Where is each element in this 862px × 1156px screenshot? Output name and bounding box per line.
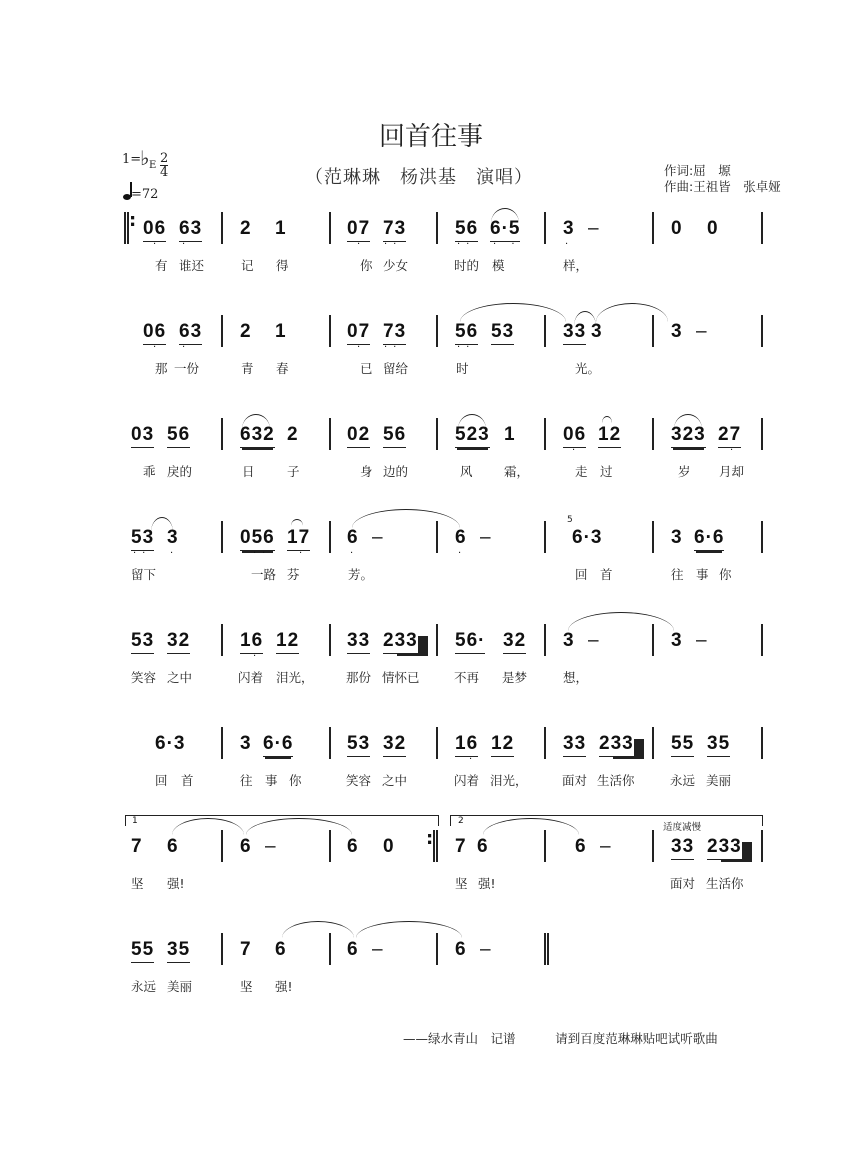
note: 6 xyxy=(347,527,359,548)
barline xyxy=(761,727,763,759)
octave-dots: ·· xyxy=(457,342,476,353)
lyric: 强! xyxy=(167,876,185,891)
octave-dots: · xyxy=(153,239,163,250)
octave-dots: · xyxy=(153,342,163,353)
note: – xyxy=(372,527,384,548)
lyric: 你 xyxy=(719,567,732,582)
lyric: 模 xyxy=(492,258,505,273)
octave-dots: · xyxy=(469,754,479,765)
lyric: 记 xyxy=(241,258,254,273)
slur xyxy=(291,519,303,526)
barline xyxy=(652,315,654,347)
note: 63 xyxy=(179,218,202,242)
barline xyxy=(329,624,331,656)
lyric: 你 xyxy=(360,258,373,273)
barline xyxy=(436,315,438,347)
barline xyxy=(221,624,223,656)
key-label: 1= xyxy=(122,152,142,167)
note: 3 xyxy=(671,321,683,342)
barline xyxy=(329,212,331,244)
note: 3 xyxy=(167,527,179,548)
volta-number-2: 2 xyxy=(458,816,464,826)
tempo-value: =72 xyxy=(131,187,159,202)
lyric: 之中 xyxy=(167,670,193,685)
footer xyxy=(395,1014,718,1047)
note: 6 xyxy=(477,836,489,857)
note: – xyxy=(588,630,600,651)
note: 53 xyxy=(131,527,154,551)
lyric: 边的 xyxy=(383,464,409,479)
barline xyxy=(221,933,223,965)
note: 233 xyxy=(383,630,418,654)
barline xyxy=(652,624,654,656)
note: 6 xyxy=(275,939,287,960)
composer: 作曲:王祖皆 张卓娅 xyxy=(664,179,781,194)
note: 02 xyxy=(347,424,370,448)
note: 56 xyxy=(167,424,190,448)
note: 0 xyxy=(671,218,683,239)
lyric: 回 xyxy=(155,773,168,788)
note: 33 xyxy=(563,733,586,757)
lyric: 生活你 xyxy=(706,876,744,891)
barline xyxy=(329,521,331,553)
note: 73 xyxy=(383,321,406,345)
barline xyxy=(436,418,438,450)
lyric: 岁 xyxy=(678,464,691,479)
barline xyxy=(761,521,763,553)
lyric: 样， xyxy=(563,258,589,273)
repeat-dots: : xyxy=(426,828,434,849)
lyric: 光。 xyxy=(575,361,601,376)
note: 07 xyxy=(347,321,370,345)
slur xyxy=(596,303,668,322)
barline xyxy=(652,727,654,759)
slur xyxy=(282,921,354,938)
barline xyxy=(221,727,223,759)
note: 056 xyxy=(240,527,275,551)
lyric: 事 xyxy=(696,567,709,582)
lyric: 永远 xyxy=(670,773,696,788)
note: 6 xyxy=(575,836,587,857)
note: 1 xyxy=(275,321,287,342)
note: 233 xyxy=(707,836,742,860)
time-bottom: 4 xyxy=(160,165,169,180)
note: 33 xyxy=(671,836,694,860)
octave-dots: · xyxy=(299,548,309,559)
lyric: 子 xyxy=(287,464,300,479)
barline xyxy=(329,727,331,759)
lyric: 那 xyxy=(155,361,168,376)
key-signature xyxy=(122,146,169,180)
note: – xyxy=(265,836,277,857)
note: 32 xyxy=(167,630,190,654)
slur xyxy=(352,509,460,528)
note: 632 xyxy=(240,424,275,448)
lyric: 乖 xyxy=(143,464,156,479)
lyric: 想， xyxy=(563,670,589,685)
octave-dots: ·· xyxy=(457,239,476,250)
barline xyxy=(652,521,654,553)
octave-dots: · xyxy=(170,548,180,559)
barline xyxy=(544,315,546,347)
lyric: 往 xyxy=(671,567,684,582)
octave-dots: · xyxy=(357,342,367,353)
barline xyxy=(436,212,438,244)
note: 7 xyxy=(131,836,143,857)
barline xyxy=(436,933,438,965)
slur xyxy=(356,921,462,938)
barline xyxy=(761,315,763,347)
note: 56· xyxy=(455,630,485,654)
note: 6 xyxy=(455,939,467,960)
note: 07 xyxy=(347,218,370,242)
note: 06 xyxy=(143,218,166,242)
note: 56 xyxy=(455,321,478,345)
note: – xyxy=(696,321,708,342)
lyric: 情怀已 xyxy=(382,670,420,685)
note: 27 xyxy=(718,424,741,448)
note: 53 xyxy=(347,733,370,757)
lyric: 时的 xyxy=(454,258,480,273)
barline xyxy=(761,830,763,862)
note: – xyxy=(600,836,612,857)
lyric: 坚 xyxy=(240,979,253,994)
note: 32 xyxy=(383,733,406,757)
barline xyxy=(652,212,654,244)
note: 56 xyxy=(455,218,478,242)
octave-dots: ·· xyxy=(133,548,152,559)
note: – xyxy=(588,218,600,239)
lyric: 戾的 xyxy=(167,464,193,479)
lyric: 强! xyxy=(275,979,293,994)
lyric: 之中 xyxy=(382,773,408,788)
note: 3 xyxy=(671,527,683,548)
note: 6·3 xyxy=(572,527,603,548)
lyric: 坚 xyxy=(131,876,144,891)
note: 32 xyxy=(503,630,526,654)
note: 12 xyxy=(598,424,621,448)
octave-dots: · xyxy=(572,445,582,456)
barline xyxy=(329,315,331,347)
barline xyxy=(544,418,546,450)
slur xyxy=(460,303,566,322)
grace-note: 5 xyxy=(567,515,573,525)
octave-dots: · xyxy=(565,239,575,250)
lyric: 得 xyxy=(276,258,289,273)
barline xyxy=(544,624,546,656)
lyric: 笑容 xyxy=(131,670,157,685)
repeat-start-barline xyxy=(124,212,126,244)
barline xyxy=(652,418,654,450)
lyric: 一路 xyxy=(251,567,277,582)
credits xyxy=(664,163,781,195)
note: – xyxy=(480,527,492,548)
lyric: 风 xyxy=(460,464,473,479)
barline xyxy=(761,212,763,244)
lyric: 首 xyxy=(600,567,613,582)
barline xyxy=(544,521,546,553)
barline xyxy=(221,315,223,347)
barline xyxy=(221,418,223,450)
note: 53 xyxy=(131,630,154,654)
octave-dots: · xyxy=(730,445,740,456)
lyric: 闪着 xyxy=(238,670,264,685)
lyric: 日 xyxy=(242,464,255,479)
note: 3 xyxy=(563,630,575,651)
note: 17 xyxy=(287,527,310,551)
lyric: 不再 xyxy=(454,670,480,685)
volta-number-1: 1 xyxy=(132,816,138,826)
note: 55 xyxy=(671,733,694,757)
note: 56 xyxy=(383,424,406,448)
lyric: 面对 xyxy=(562,773,588,788)
lyric: 霜， xyxy=(504,464,530,479)
note: 3 xyxy=(591,321,603,342)
note: 06 xyxy=(563,424,586,448)
octave-dots: ·· xyxy=(253,548,272,559)
note: 7 xyxy=(240,939,252,960)
lyric: 有 xyxy=(155,258,168,273)
flat-icon: ♭ xyxy=(140,146,150,170)
note: 35 xyxy=(707,733,730,757)
octave-dots: ·· xyxy=(384,239,403,250)
barline xyxy=(329,830,331,862)
barline xyxy=(544,830,546,862)
note: 16 xyxy=(240,630,263,654)
note: 6 xyxy=(347,939,359,960)
repeat-dots: : xyxy=(129,210,137,231)
lyric: 春 xyxy=(276,361,289,376)
note: 63 xyxy=(179,321,202,345)
note: 12 xyxy=(276,630,299,654)
note: 323 xyxy=(671,424,706,448)
lyric: 泪光， xyxy=(276,670,314,685)
note: 6 xyxy=(167,836,179,857)
lyric: 走 xyxy=(575,464,588,479)
tempo xyxy=(123,187,158,202)
lyricist: 作词:屈 塬 xyxy=(664,163,731,178)
barline xyxy=(761,418,763,450)
note: 6·6 xyxy=(694,527,724,551)
song-title: 回首往事 xyxy=(378,122,483,152)
note: 16 xyxy=(455,733,478,757)
lyric: 你 xyxy=(289,773,302,788)
lyric: 少女 xyxy=(383,258,409,273)
note: 3 xyxy=(240,733,252,754)
lyric: 泪光， xyxy=(490,773,528,788)
note: 33 xyxy=(347,630,370,654)
barline xyxy=(221,830,223,862)
lyric: 芳。 xyxy=(348,567,374,582)
lyric: 一份 xyxy=(174,361,200,376)
lyric: 时 xyxy=(456,361,469,376)
lyric: 笑容 xyxy=(346,773,372,788)
note: 1 xyxy=(275,218,287,239)
barline xyxy=(761,624,763,656)
lyric: 美丽 xyxy=(706,773,732,788)
performers: （范琳琳 杨洪基 演唱） xyxy=(305,167,533,188)
note: 35 xyxy=(167,939,190,963)
octave-dots: · xyxy=(182,342,192,353)
lyric: 留下 xyxy=(131,567,157,582)
note: 6 xyxy=(240,836,252,857)
note: 3 xyxy=(671,630,683,651)
lyric: 事 xyxy=(265,773,278,788)
slur xyxy=(568,612,674,631)
lyric: 那份 xyxy=(346,670,372,685)
barline xyxy=(544,727,546,759)
lyric: 生活你 xyxy=(597,773,635,788)
note: 73 xyxy=(383,218,406,242)
lyric: 过 xyxy=(600,464,613,479)
octave-dots: · xyxy=(182,239,192,250)
lyric: 往 xyxy=(240,773,253,788)
lyric: 首 xyxy=(181,773,194,788)
lyric: 身 xyxy=(360,464,373,479)
lyric: 谁还 xyxy=(179,258,205,273)
note: 6·5 xyxy=(490,218,520,242)
key-note: E xyxy=(149,160,157,171)
note: 6 xyxy=(455,527,467,548)
barline xyxy=(329,933,331,965)
note: 3 xyxy=(563,218,575,239)
note: 0 xyxy=(707,218,719,239)
note: 2 xyxy=(287,424,299,445)
barline xyxy=(436,727,438,759)
lyric: 留给 xyxy=(383,361,409,376)
octave-dots: · xyxy=(350,548,360,559)
listen-note: 请到百度范琳琳贴吧试听歌曲 xyxy=(555,1031,718,1046)
note: 2 xyxy=(240,321,252,342)
octave-dots: ·· xyxy=(384,342,403,353)
note: 6 xyxy=(347,836,359,857)
octave-dots: · xyxy=(253,651,263,662)
note: 33 xyxy=(563,321,586,345)
note: – xyxy=(696,630,708,651)
final-barline xyxy=(544,933,546,965)
octave-dots: · xyxy=(458,548,468,559)
lyric: 永远 xyxy=(131,979,157,994)
octave-dots: · xyxy=(357,239,367,250)
note: 03 xyxy=(131,424,154,448)
note: 2 xyxy=(240,218,252,239)
time-top: 2 xyxy=(160,151,169,166)
note: 06 xyxy=(143,321,166,345)
lyric: 闪着 xyxy=(454,773,480,788)
lyric: 强! xyxy=(478,876,496,891)
transcriber-credit: ——绿水青山 记谱 xyxy=(402,1031,516,1046)
lyric: 坚 xyxy=(455,876,468,891)
lyric: 已 xyxy=(360,361,373,376)
barline xyxy=(544,212,546,244)
note: 55 xyxy=(131,939,154,963)
slur xyxy=(602,416,612,423)
barline xyxy=(436,521,438,553)
lyric: 美丽 xyxy=(167,979,193,994)
lyric: 面对 xyxy=(670,876,696,891)
barline xyxy=(221,521,223,553)
lyric: 芬 xyxy=(287,567,300,582)
lyric: 月却 xyxy=(719,464,745,479)
barline xyxy=(329,418,331,450)
note: 523 xyxy=(455,424,490,448)
lyric: 青 xyxy=(241,361,254,376)
time-signature xyxy=(160,152,168,179)
note: – xyxy=(480,939,492,960)
tempo-marking: 适度减慢 xyxy=(663,822,702,833)
note: 6·3 xyxy=(155,733,186,754)
note: – xyxy=(372,939,384,960)
note: 1 xyxy=(504,424,516,445)
barline xyxy=(221,212,223,244)
lyric: 是梦 xyxy=(502,670,528,685)
lyric: 回 xyxy=(575,567,588,582)
barline xyxy=(652,830,654,862)
note: 12 xyxy=(491,733,514,757)
quarter-note-icon xyxy=(123,194,131,200)
repeat-end-barline xyxy=(433,830,435,862)
note: 6·6 xyxy=(263,733,293,757)
note: 7 xyxy=(455,836,467,857)
note: 233 xyxy=(599,733,634,757)
note: 53 xyxy=(491,321,514,345)
note: 0 xyxy=(383,836,395,857)
barline xyxy=(436,624,438,656)
octave-dots: · · xyxy=(493,239,521,250)
